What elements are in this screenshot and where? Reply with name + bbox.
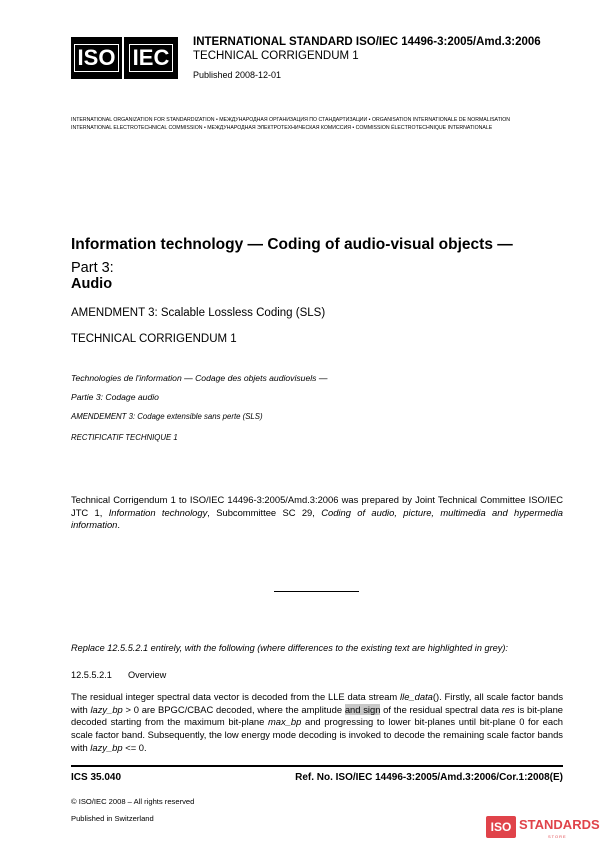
var-max-bp: max_bp <box>267 716 302 728</box>
iso-standards-store-badge[interactable] <box>486 812 600 846</box>
iec-logo-text: IEC <box>129 44 174 72</box>
section-number: 12.5.5.2.1 <box>71 670 112 680</box>
published-in: Published in Switzerland <box>71 814 154 823</box>
prep-text-1: Technical Corrigendum 1 to ISO/IEC 14496-3:2005/Amd.3:2006 was prepared by Joint Technical Committee ISO/IEC JTC 1, <box>71 494 563 518</box>
store-sub-label: STORE <box>548 834 567 839</box>
french-corrigendum: RECTIFICATIF TECHNIQUE 1 <box>71 433 178 442</box>
prep-text-2: , Subcommittee SC 29, <box>207 506 322 518</box>
preparation-paragraph <box>71 494 563 532</box>
store-iso-icon: ISO <box>486 816 516 838</box>
part-number: Part 3: <box>71 260 114 276</box>
document-title: Information technology — Coding of audio-visual objects — <box>71 236 513 253</box>
para-text: and progressing to lower bit-planes until bit-plane 0 for each scale factor band. Subsequently, the low energy mode decoding is invoked to decode the remaining scale factor bands with <box>71 716 563 753</box>
organizations-line-2: INTERNATIONAL ELECTROTECHNICAL COMMISSION • МЕЖДУНАРОДНАЯ ЭЛЕКТРОТЕХНИЧЕСКАЯ КОМИССИЯ • COMMISSION ÉLECTROTECHNIQUE INTERNATIONALE <box>71 125 493 131</box>
ics-code: ICS 35.040 <box>71 772 122 783</box>
corrigendum-label: TECHNICAL CORRIGENDUM 1 <box>193 50 359 62</box>
para-text: of the residual spectral data <box>380 703 502 715</box>
para-text: (). Firstly, all scale factor bands with <box>71 691 564 715</box>
para-text: The residual integer spectral data vector is decoded from the LLE data stream <box>71 691 401 702</box>
prep-committee: Information technology <box>108 506 208 518</box>
corrigendum-title: TECHNICAL CORRIGENDUM 1 <box>71 333 237 345</box>
overview-paragraph <box>71 691 563 755</box>
var-lazy-bp: lazy_bp <box>90 703 123 715</box>
copyright: © ISO/IEC 2008 – All rights reserved <box>71 797 195 806</box>
iso-logo-text: ISO <box>74 44 120 72</box>
highlighted-change: and sign <box>344 703 381 715</box>
var-res: res <box>501 703 515 715</box>
store-standards-label: STANDARDS <box>519 817 600 832</box>
published-date: Published 2008-12-01 <box>193 70 282 80</box>
para-text: is bit-plane decoded starting from the maximum bit-plane <box>71 703 563 728</box>
var-lazy-bp: lazy_bp <box>90 741 123 753</box>
replace-instruction: Replace 12.5.5.2.1 entirely, with the following (where differences to the existing text are highlighted in grey): <box>71 643 508 653</box>
iec-logo <box>124 37 178 79</box>
amendment-title: AMENDMENT 3: Scalable Lossless Coding (SLS) <box>71 307 326 319</box>
para-text: > 0 are BPGC/CBAC decoded, where the amplitude <box>122 703 345 715</box>
var-lle-data: lle_data <box>400 691 433 702</box>
section-title: Overview <box>128 670 167 680</box>
french-part: Partie 3: Codage audio <box>71 392 159 402</box>
part-name: Audio <box>71 276 113 292</box>
french-amendment: AMENDEMENT 3: Codage extensible sans perte (SLS) <box>71 412 263 421</box>
organizations-line-1: INTERNATIONAL ORGANIZATION FOR STANDARDIZATION • МЕЖДУНАРОДНАЯ ОРГАНИЗАЦИЯ ПО СТАНДАРТИЗАЦИИ • ORGANISATION INTERNATIONALE DE NORMALISATION <box>71 117 510 123</box>
standard-title: INTERNATIONAL STANDARD ISO/IEC 14496-3:2005/Amd.3:2006 <box>193 36 541 48</box>
para-text: <= 0. <box>122 741 147 753</box>
prep-subcommittee: Coding of audio, picture, multimedia and hypermedia information <box>71 506 564 531</box>
footer-rule <box>71 765 563 767</box>
iso-logo <box>71 37 122 79</box>
prep-text-3: . <box>117 519 120 531</box>
reference-number: Ref. No. ISO/IEC 14496-3:2005/Amd.3:2006/Cor.1:2008(E) <box>295 772 563 783</box>
separator-line <box>274 591 359 592</box>
french-title: Technologies de l'information — Codage des objets audiovisuels — <box>71 373 328 383</box>
